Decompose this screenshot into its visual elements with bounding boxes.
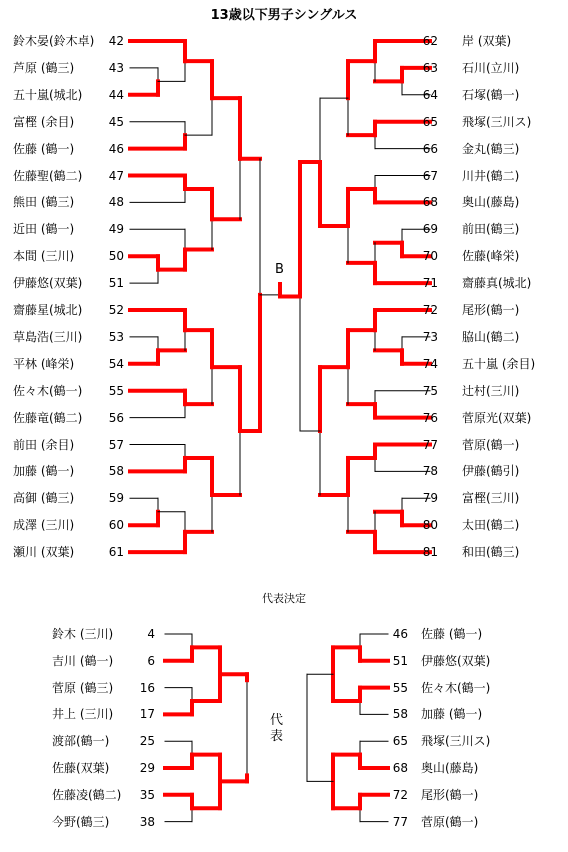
player-name: 辻村(三川) [462, 383, 520, 398]
section-title: 代表決定 [262, 592, 306, 605]
seed-number: 49 [108, 222, 124, 237]
seed-number: 58 [108, 464, 124, 479]
seed-number: 17 [139, 707, 155, 722]
player-name: 佐藤 (鶴一) [13, 141, 75, 156]
seed-number: 76 [422, 410, 438, 425]
player-name: 渡部(鶴一) [52, 734, 110, 749]
player-name: 伊藤悠(双葉) [421, 653, 491, 668]
seed-number: 29 [139, 761, 155, 775]
player-name: 伊藤悠(双葉) [13, 276, 83, 291]
player-name: 尾形(鶴一) [421, 787, 479, 802]
player-name: 飛塚(三川ス) [462, 114, 532, 129]
player-name: 菅原 (鶴三) [52, 680, 114, 695]
player-name: 近田 (鶴一) [13, 222, 75, 237]
seed-number: 64 [422, 87, 438, 102]
rep-label-bottom: 表 [270, 729, 284, 744]
seed-number: 72 [392, 787, 408, 802]
player-name: 成澤 (三川) [13, 518, 75, 533]
seed-number: 43 [108, 60, 124, 75]
seed-number: 61 [108, 545, 124, 560]
seed-number: 77 [422, 437, 438, 452]
player-name: 齋藤真(城北) [462, 276, 532, 291]
player-name: 佐藤(双葉) [52, 761, 110, 775]
seed-number: 60 [108, 518, 124, 533]
seed-number: 58 [392, 707, 408, 722]
seed-number: 35 [139, 787, 155, 802]
player-name: 前田(鶴三) [462, 222, 520, 237]
player-name: 伊藤(鶴引) [462, 464, 520, 479]
player-name: 吉川 (鶴一) [52, 653, 114, 668]
seed-number: 25 [139, 734, 155, 749]
seed-number: 45 [108, 114, 124, 129]
player-name: 本間 (三川) [13, 249, 75, 264]
player-name: 佐々木(鶴一) [13, 383, 83, 398]
player-name: 菅原(鶴一) [421, 814, 479, 829]
player-name: 佐藤凌(鶴二) [52, 787, 122, 802]
seed-number: 59 [108, 491, 124, 506]
seed-number: 73 [422, 329, 438, 344]
seed-number: 6 [147, 653, 155, 668]
player-name: 脇山(鶴二) [462, 329, 520, 344]
seed-number: 51 [392, 653, 408, 668]
player-name: 尾形(鶴一) [462, 303, 520, 317]
player-name: 金丸(鶴三) [462, 141, 520, 156]
player-name: 井上 (三川) [52, 707, 114, 722]
player-name: 今野(鶴三) [52, 814, 110, 829]
seed-number: 78 [422, 464, 438, 479]
player-name: 佐藤 (鶴一) [421, 627, 483, 641]
player-name: 瀬川 (双葉) [13, 545, 75, 560]
player-name: 芦原 (鶴三) [13, 60, 75, 75]
player-name: 富樫 (余目) [13, 114, 75, 129]
seed-number: 42 [108, 34, 124, 48]
seed-number: 56 [108, 410, 124, 425]
player-name: 和田(鶴三) [462, 545, 520, 560]
seed-number: 77 [392, 814, 408, 829]
seed-number: 71 [422, 276, 438, 291]
player-name: 飛塚(三川ス) [421, 734, 491, 749]
seed-number: 55 [108, 383, 124, 398]
player-name: 菅原光(双葉) [462, 410, 532, 425]
seed-number: 74 [422, 356, 438, 371]
player-name: 平林 (峰栄) [13, 356, 75, 371]
player-name: 岸 (双葉) [462, 34, 512, 48]
seed-number: 54 [108, 356, 124, 371]
seed-number: 48 [108, 195, 124, 210]
seed-number: 46 [392, 627, 408, 641]
player-name: 佐藤聖(鶴二) [13, 168, 83, 183]
seed-number: 63 [422, 60, 438, 75]
player-name: 加藤 (鶴一) [13, 464, 75, 479]
seed-number: 80 [422, 518, 438, 533]
player-name: 五十嵐(城北) [13, 87, 83, 102]
seed-number: 66 [422, 141, 438, 156]
player-name: 太田(鶴二) [462, 518, 520, 533]
player-name: 奥山(藤島) [421, 761, 479, 775]
center-label: B [275, 262, 284, 277]
seed-number: 16 [139, 680, 155, 695]
player-name: 菅原(鶴一) [462, 437, 520, 452]
seed-number: 65 [392, 734, 408, 749]
seed-number: 51 [108, 276, 124, 291]
player-name: 鈴木晏(鈴木卓) [13, 34, 95, 48]
player-name: 富樫(三川) [462, 491, 520, 506]
seed-number: 52 [108, 303, 124, 317]
player-name: 佐藤竜(鶴二) [13, 410, 83, 425]
player-name: 奥山(藤島) [462, 195, 520, 210]
seed-number: 69 [422, 222, 438, 237]
player-name: 佐々木(鶴一) [421, 680, 491, 695]
player-name: 五十嵐 (余目) [462, 356, 536, 371]
seed-number: 65 [422, 114, 438, 129]
player-name: 石川(立川) [462, 60, 520, 75]
player-name: 石塚(鶴一) [462, 87, 520, 102]
seed-number: 44 [108, 87, 124, 102]
seed-number: 53 [108, 329, 124, 344]
seed-number: 46 [108, 141, 124, 156]
player-name: 齋藤星(城北) [13, 303, 83, 317]
player-name: 高御 (鶴三) [13, 491, 75, 506]
player-name: 鈴木 (三川) [52, 627, 114, 641]
seed-number: 70 [422, 249, 438, 264]
seed-number: 79 [422, 491, 438, 506]
seed-number: 47 [108, 168, 124, 183]
seed-number: 68 [422, 195, 438, 210]
page-title: 13歳以下男子シングルス [210, 8, 358, 23]
player-name: 加藤 (鶴一) [421, 707, 483, 722]
seed-number: 57 [108, 437, 124, 452]
seed-number: 75 [422, 383, 438, 398]
player-name: 草島浩(三川) [13, 329, 83, 344]
seed-number: 81 [422, 545, 438, 560]
player-name: 熊田 (鶴三) [13, 195, 75, 210]
rep-label-top: 代 [270, 713, 284, 728]
player-name: 佐藤(峰栄) [462, 249, 520, 264]
seed-number: 72 [422, 303, 438, 317]
seed-number: 67 [422, 168, 438, 183]
seed-number: 38 [139, 814, 155, 829]
player-name: 川井(鶴二) [462, 168, 520, 183]
seed-number: 55 [392, 680, 408, 695]
seed-number: 4 [147, 627, 155, 641]
player-name: 前田 (余目) [13, 437, 75, 452]
seed-number: 62 [422, 34, 438, 48]
seed-number: 50 [108, 249, 124, 264]
seed-number: 68 [392, 761, 408, 775]
